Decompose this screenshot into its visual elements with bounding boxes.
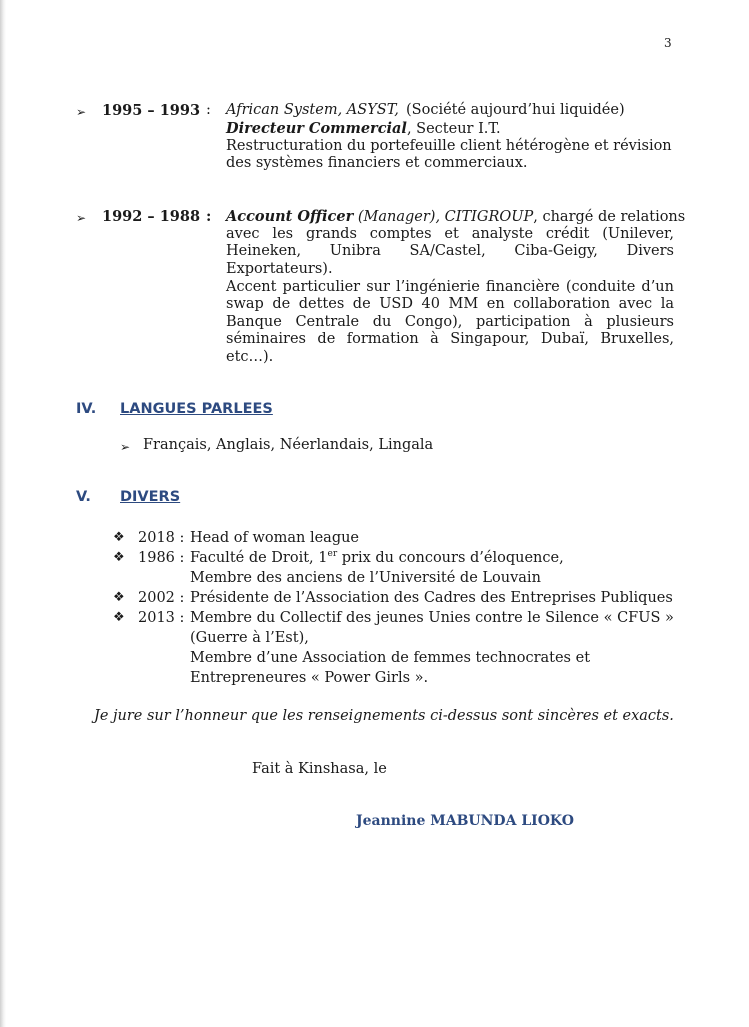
section-title-divers: DIVERS [120, 489, 181, 505]
signature-name: Jeannine MABUNDA LIOKO [356, 813, 574, 829]
experience-text-line: Banque Centrale du Congo), participation à plusieurs [226, 314, 674, 330]
experience-text-line: Accent particulier sur l’ingénierie financière (conduite d’un [226, 279, 674, 295]
section-number: V. [76, 489, 91, 505]
experience-role-paren: (Manager), CITIGROUP [357, 209, 534, 225]
experience-text-line: des systèmes financiers et commerciaux. [226, 155, 528, 171]
divers-text-line: Membre du Collectif des jeunes Unies contre le Silence « CFUS » [190, 610, 674, 626]
diamond-bullet-icon: ❖ [113, 590, 125, 605]
divers-year: 1986 : [138, 550, 185, 566]
divers-text-line [190, 550, 564, 566]
experience-company: African System, ASYST, [226, 102, 399, 118]
divers-text-line: Head of woman league [190, 530, 360, 546]
experience-text-line: swap de dettes de USD 40 MM en collaboration avec la [226, 296, 674, 312]
place-date: Fait à Kinshasa, le [252, 761, 387, 777]
experience-company-note: (Société aujourd’hui liquidée) [406, 102, 625, 118]
page-number: 3 [664, 36, 672, 50]
experience-years: 1995 – 1993 [102, 102, 201, 119]
experience-role-line [226, 208, 686, 225]
experience-text-line: etc…). [226, 349, 274, 365]
arrow-bullet-icon: ➢ [76, 211, 87, 225]
experience-role-suffix: , chargé de relations [533, 209, 686, 225]
experience-role: Account Officer [226, 208, 354, 225]
experience-text-line: Exportateurs). [226, 261, 333, 277]
divers-year: 2002 : [138, 590, 185, 606]
section-title-languages: LANGUES PARLEES [120, 401, 273, 417]
page-edge-shadow [0, 0, 6, 1027]
experience-text-line: Restructuration du portefeuille client hétérogène et révision [226, 138, 672, 154]
experience-text-line: avec les grands comptes et analyste crédit (Unilever, [226, 226, 674, 242]
experience-text-line: séminaires de formation à Singapour, Dubaï, Bruxelles, [226, 331, 674, 347]
languages-text: Français, Anglais, Néerlandais, Lingala [143, 437, 434, 453]
arrow-bullet-icon: ➢ [76, 105, 87, 119]
section-number: IV. [76, 401, 97, 417]
divers-text-part: Faculté de Droit, 1 [190, 550, 328, 566]
divers-text-line: (Guerre à l’Est), [190, 630, 309, 646]
diamond-bullet-icon: ❖ [113, 530, 125, 545]
experience-text-line: Heineken, Unibra SA/Castel, Ciba-Geigy, Divers [226, 243, 674, 259]
divers-text-line: Présidente de l’Association des Cadres des Entreprises Publiques [190, 590, 673, 606]
oath-statement: Je jure sur l’honneur que les renseignements ci-dessus sont sincères et exacts. [94, 708, 674, 724]
divers-text-part: prix du concours d’éloquence, [337, 550, 564, 566]
superscript: er [327, 549, 338, 560]
divers-year: 2013 : [138, 610, 185, 626]
experience-role: Directeur Commercial [226, 120, 407, 137]
colon: : [206, 102, 211, 118]
arrow-bullet-icon: ➢ [120, 440, 131, 454]
divers-text-line: Entrepreneures « Power Girls ». [190, 670, 429, 686]
experience-years: 1992 – 1988 [102, 208, 201, 225]
divers-year: 2018 : [138, 530, 185, 546]
divers-text-line: Membre d’une Association de femmes technocrates et [190, 650, 591, 666]
colon: : [206, 208, 212, 225]
divers-text-line: Membre des anciens de l’Université de Louvain [190, 570, 541, 586]
experience-role-line [226, 120, 501, 137]
diamond-bullet-icon: ❖ [113, 610, 125, 625]
diamond-bullet-icon: ❖ [113, 550, 125, 565]
experience-role-suffix: , Secteur I.T. [406, 121, 501, 137]
